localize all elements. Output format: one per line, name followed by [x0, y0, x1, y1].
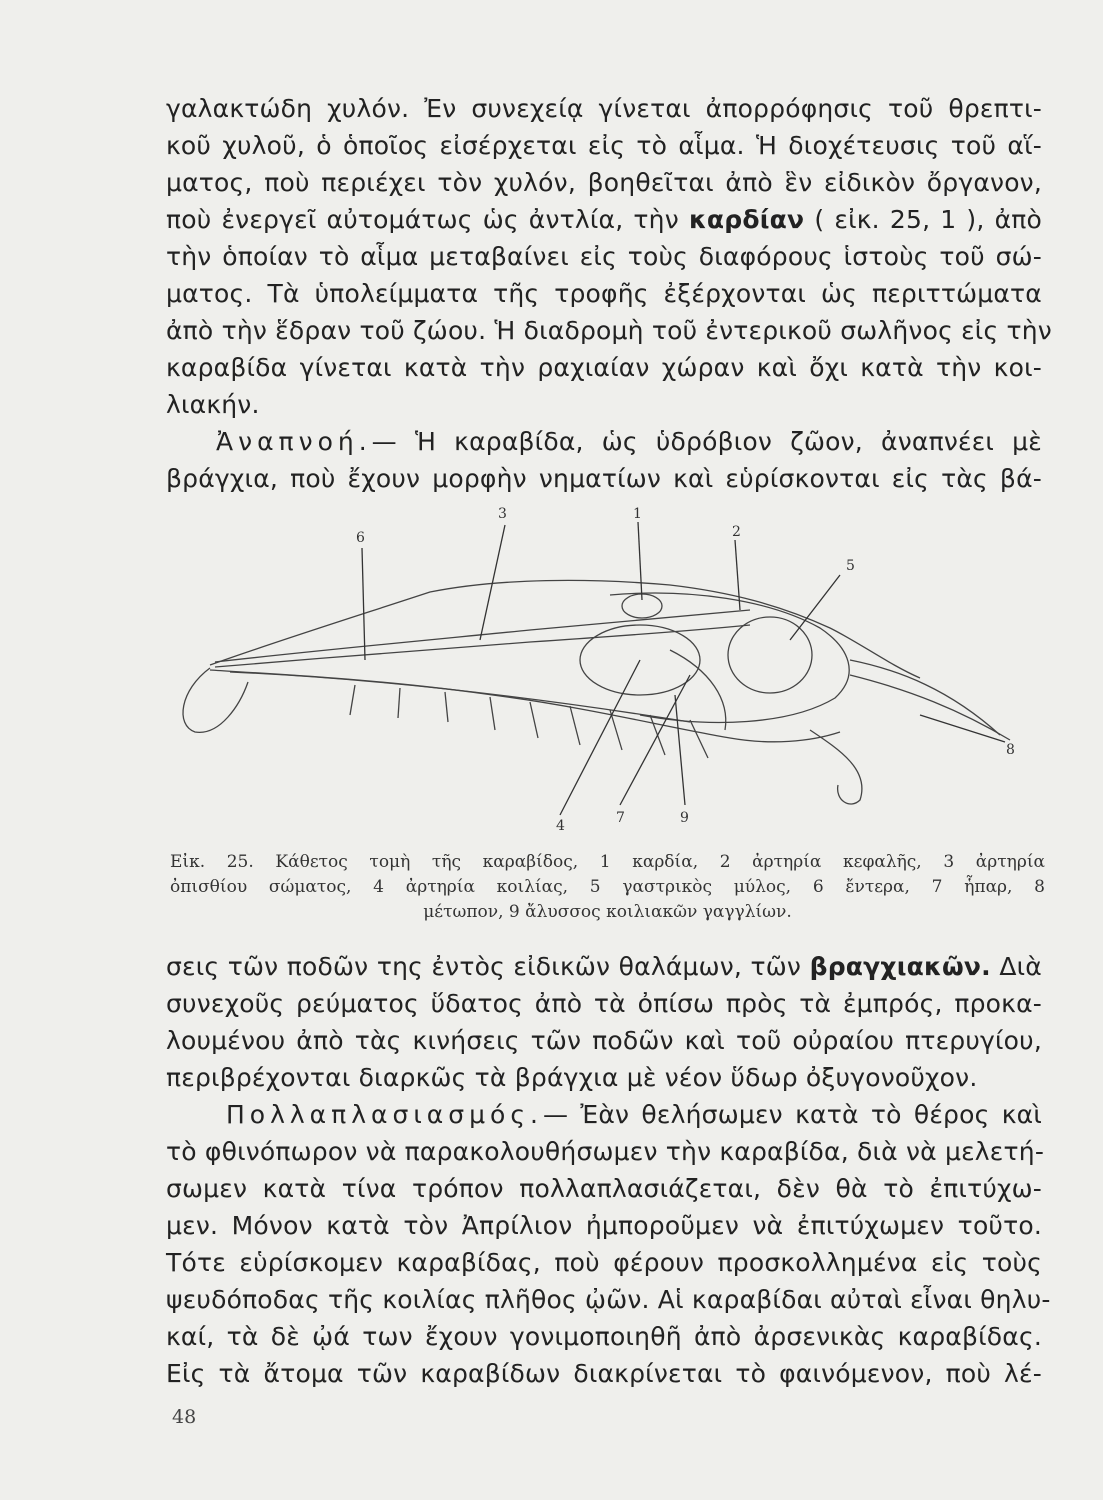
text-line: γαλακτώδη χυλόν. Ἐν συνεχείᾳ γίνεται ἀπορρόφησις τοῦ θρεπτι-: [166, 94, 1042, 123]
figure-label: 5: [846, 558, 855, 574]
text-line: Εἰς τὰ ἄτομα τῶν καραβίδων διακρίνεται τὸ φαινόμενον, ποὺ λέ-: [166, 1359, 1042, 1388]
text-line: τὸ φθινόπωρον νὰ παρακολουθήσωμεν τὴν καραβίδα, διὰ νὰ μελετή-: [166, 1137, 1045, 1166]
text-line: ματος. Τὰ ὑπολείμματα τῆς τροφῆς ἐξέρχονται ὡς περιττώματα: [166, 279, 1042, 308]
leg: [690, 720, 708, 758]
figure-label: 7: [616, 810, 625, 826]
text-line: βράγχια, ποὺ ἔχουν μορφὴν νηματίων καὶ εὑρίσκονται εἰς τὰς βά-: [166, 464, 1042, 493]
figure-label: 6: [356, 530, 365, 546]
text-line: [166, 201, 1042, 238]
leg: [445, 692, 448, 722]
section-heading-pollaplasiasmos: Πολλαπλασιασμός.: [226, 1100, 543, 1129]
bold-term-kardian: καρδίαν: [688, 205, 805, 234]
leg: [350, 685, 355, 715]
text-line: κοῦ χυλοῦ, ὁ ὁποῖος εἰσέρχεται εἰς τὸ αἷμα. Ἡ διοχέτευσις τοῦ αἵ-: [166, 131, 1042, 160]
pointer-line: [560, 660, 640, 815]
antenna: [850, 660, 1000, 735]
figure-label: 3: [498, 506, 507, 522]
caption-line: μέτωπον, 9 ἄλυσσος κοιλιακῶν γαγγλίων.: [423, 902, 792, 922]
text-line: [166, 423, 1042, 460]
text-line: καραβίδα γίνεται κατὰ τὴν ραχιαίαν χώραν καὶ ὄχι κατὰ τὴν κοι-: [166, 353, 1042, 382]
top-paragraph: [166, 90, 1052, 497]
text-line: λουμένου ἀπὸ τὰς κινήσεις τῶν ποδῶν καὶ τοῦ οὐραίου πτερυγίου,: [166, 1026, 1042, 1055]
text-line: συνεχοῦς ρεύματος ὕδατος ἀπὸ τὰ ὀπίσω πρὸς τὰ ἐμπρός, προκα-: [166, 989, 1042, 1018]
leg: [530, 702, 538, 738]
dorsal-outline: [210, 580, 920, 678]
text-segment: ποὺ ἐνεργεῖ αὐτομάτως ὡς ἀντλία, τὴν: [166, 205, 679, 234]
text-line: λιακήν.: [166, 390, 260, 419]
pointer-line: [790, 575, 840, 640]
ventral-outline: [210, 670, 840, 742]
text-segment: σεις τῶν ποδῶν της ἐντὸς εἰδικῶν θαλάμων, τῶν: [166, 952, 802, 981]
text-line: [166, 1096, 1042, 1133]
figure-label: 8: [1006, 742, 1015, 758]
pointer-line: [638, 522, 642, 600]
text-line: Τότε εὑρίσκομεν καραβίδας, ποὺ φέρουν προσκολλημένα εἰς τοὺς: [166, 1248, 1042, 1277]
caption-line: ὀπισθίου σώματος, 4 ἀρτηρία κοιλίας, 5 γαστρικὸς μύλος, 6 ἔντερα, 7 ἧπαρ, 8: [170, 877, 1045, 897]
text-line: μεν. Μόνον κατὰ τὸν Ἀπρίλιον ἠμποροῦμεν νὰ ἐπιτύχωμεν τοῦτο.: [166, 1211, 1042, 1240]
text-line: ἀπὸ τὴν ἕδραν τοῦ ζώου. Ἡ διαδρομὴ τοῦ ἐντερικοῦ σωλῆνος εἰς τὴν: [166, 316, 1052, 345]
caption-line: Εἰκ. 25. Κάθετος τομὴ τῆς καραβίδος, 1 καρδία, 2 ἀρτηρία κεφαλῆς, 3 ἀρτηρία: [170, 852, 1045, 872]
figure-label: 9: [680, 810, 689, 826]
figure-label: 2: [732, 524, 741, 540]
text-line: ψευδόποδας τῆς κοιλίας πλῆθος ᾠῶν. Αἱ καραβίδαι αὐταὶ εἶναι θηλυ-: [166, 1285, 1051, 1314]
text-line: καί, τὰ δὲ ᾠά των ἔχουν γονιμοποιηθῆ ἀπὸ ἀρσενικὰς καραβίδας.: [166, 1322, 1042, 1351]
text-segment: — Ἐὰν θελήσωμεν κατὰ τὸ θέρος καὶ: [542, 1100, 1042, 1129]
figure-label: 1: [633, 506, 642, 522]
claw: [810, 730, 862, 804]
figure-label: 4: [556, 818, 565, 834]
pointer-line: [362, 548, 365, 660]
leg: [490, 697, 495, 730]
leg: [570, 706, 580, 745]
figure-caption: [170, 850, 1045, 925]
antenna-2: [850, 675, 1010, 740]
text-line: [166, 948, 1042, 985]
page-number: 48: [172, 1406, 197, 1428]
pointer-line: [675, 695, 685, 805]
crayfish-diagram: [170, 500, 1050, 845]
bottom-paragraph: [166, 948, 1051, 1392]
section-heading-anapnoi: Ἀναπνοή.: [216, 427, 372, 456]
bold-term-vragchiakon: βραγχιακῶν.: [809, 952, 991, 981]
text-segment: — Ἡ καραβίδα, ὡς ὑδρόβιον ζῶον, ἀναπνέει μὲ: [371, 427, 1042, 456]
text-segment: ( εἰκ. 25, 1 ), ἀπὸ: [814, 205, 1043, 234]
text-line: σωμεν κατὰ τίνα τρόπον πολλαπλασιάζεται, δὲν θὰ τὸ ἐπιτύχω-: [166, 1174, 1042, 1203]
text-line: τὴν ὁποίαν τὸ αἷμα μεταβαίνει εἰς τοὺς διαφόρους ἱστοὺς τοῦ σώ-: [166, 242, 1042, 271]
leg: [398, 688, 400, 718]
text-line: περιβρέχονται διαρκῶς τὰ βράγχια μὲ νέον ὕδωρ ὀξυγονοῦχον.: [166, 1063, 978, 1092]
text-line: ματος, ποὺ περιέχει τὸν χυλόν, βοηθεῖται ἀπὸ ἓν εἰδικὸν ὄργανον,: [166, 168, 1042, 197]
crayfish-section-figure: [170, 500, 1050, 845]
text-segment: Διὰ: [999, 952, 1042, 981]
tail-fan: [183, 668, 248, 732]
gill-region: [670, 650, 726, 730]
